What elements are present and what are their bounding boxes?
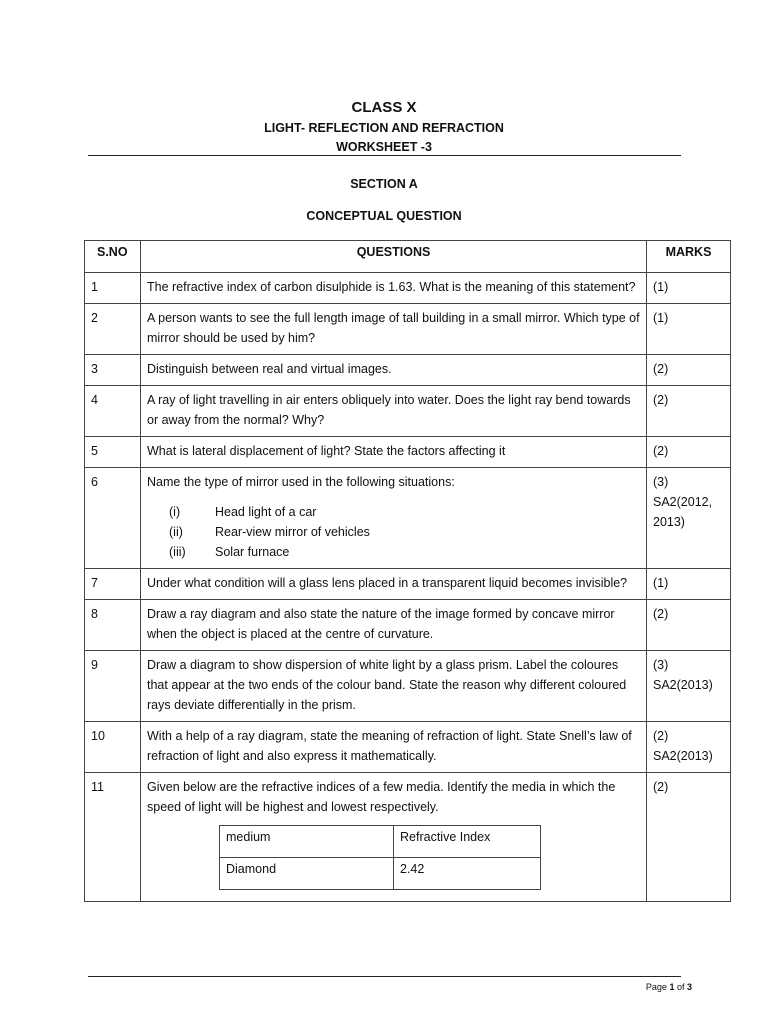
question-cell (141, 773, 647, 902)
sub-question-text: Solar furnace (215, 545, 290, 559)
question-text: The refractive index of carbon disulphide is 1.63. What is the meaning of this statement? (141, 273, 647, 304)
question-marks: (2) (647, 386, 731, 437)
sub-question (147, 502, 640, 522)
page-number (560, 982, 692, 992)
page-current: 1 (669, 982, 675, 992)
question-text: Draw a ray diagram and also state the nature of the image formed by concave mirror when the object is placed at the centre of curvature. (141, 600, 647, 651)
medium-header: medium (220, 826, 394, 858)
page-prefix: Page (645, 982, 670, 992)
table-row (85, 773, 731, 902)
page-of: of (674, 982, 687, 992)
section-title: SECTION A (350, 177, 418, 191)
marks-cell (647, 651, 731, 722)
question-number: 6 (85, 468, 141, 569)
question-number: 10 (85, 722, 141, 773)
question-number: 2 (85, 304, 141, 355)
question-marks: (1) (647, 304, 731, 355)
sub-question-text: Rear-view mirror of vehicles (215, 525, 370, 539)
worksheet-title: WORKSHEET -3 (336, 140, 432, 154)
question-number: 4 (85, 386, 141, 437)
question-number: 5 (85, 437, 141, 468)
question-text: Draw a diagram to show dispersion of white light by a glass prism. Label the coloures that appear at the two ends of the colour band. State the reason why different coloured rays deviate differentially in the prism. (141, 651, 647, 722)
table-row (85, 651, 731, 722)
question-number: 1 (85, 273, 141, 304)
page-total: 3 (686, 982, 692, 992)
question-cell (141, 468, 647, 569)
marks-cell (647, 722, 731, 773)
question-number: 9 (85, 651, 141, 722)
sub-question-text: Head light of a car (215, 505, 317, 519)
question-text: Distinguish between real and virtual images. (141, 355, 647, 386)
question-marks: (2) (647, 600, 731, 651)
question-number: 3 (85, 355, 141, 386)
sub-question (147, 542, 640, 562)
table-row (85, 355, 731, 386)
marks-note: SA2(2013) (653, 678, 713, 692)
table-row (85, 722, 731, 773)
question-marks: (2) (647, 355, 731, 386)
sub-question-number: (iii) (169, 545, 186, 559)
index-cell: 2.42 (394, 858, 541, 890)
table-row (85, 304, 731, 355)
inner-row (220, 858, 541, 890)
question-text: Given below are the refractive indices of a few media. Identify the media in which the speed of light will be highest and lowest respectively. (147, 780, 616, 814)
refractive-index-table (219, 825, 541, 890)
question-number: 7 (85, 569, 141, 600)
question-marks: (1) (647, 273, 731, 304)
question-marks: (3) (653, 475, 669, 489)
marks-cell (647, 468, 731, 569)
table-row (85, 468, 731, 569)
class-title: CLASS X (351, 99, 417, 116)
sub-question-list (147, 502, 640, 562)
refractive-index-table-wrap (147, 817, 640, 895)
question-text: A person wants to see the full length image of tall building in a small mirror. Which type of mirror should be used by him? (141, 304, 647, 355)
table-row (85, 569, 731, 600)
sub-question-number: (ii) (169, 525, 183, 539)
sub-question (147, 522, 640, 542)
question-marks: (2) (647, 437, 731, 468)
subsection-title: CONCEPTUAL QUESTION (306, 209, 462, 223)
sub-question-number: (i) (169, 505, 181, 519)
table-row (85, 600, 731, 651)
question-number: 11 (85, 773, 141, 902)
footer-rule (88, 976, 681, 977)
chapter-title: LIGHT- REFLECTION AND REFRACTION (264, 121, 504, 135)
question-text: With a help of a ray diagram, state the meaning of refraction of light. State Snell’s law of refraction of light and also express it mathematically. (141, 722, 647, 773)
question-marks: (2) (647, 773, 731, 902)
question-marks: (2) (653, 729, 669, 743)
question-text: Name the type of mirror used in the following situations: (147, 475, 455, 489)
marks-note: SA2(2013) (653, 749, 713, 763)
sno-header: S.NO (85, 241, 141, 273)
question-marks: (3) (653, 658, 669, 672)
questions-header: QUESTIONS (141, 241, 647, 273)
header-rule (88, 155, 681, 156)
table-header-row (85, 241, 731, 273)
marks-note: SA2(2012, 2013) (653, 495, 713, 529)
question-number: 8 (85, 600, 141, 651)
table-row (85, 273, 731, 304)
inner-header-row (220, 826, 541, 858)
medium-cell: Diamond (220, 858, 394, 890)
marks-header: MARKS (647, 241, 731, 273)
table-row (85, 386, 731, 437)
question-text: What is lateral displacement of light? State the factors affecting it (141, 437, 647, 468)
question-text: Under what condition will a glass lens placed in a transparent liquid becomes invisible? (141, 569, 647, 600)
questions-table (84, 240, 731, 902)
table-row (85, 437, 731, 468)
question-text: A ray of light travelling in air enters obliquely into water. Does the light ray bend towards or away from the normal? Why? (141, 386, 647, 437)
refractive-index-header: Refractive Index (394, 826, 541, 858)
question-marks: (1) (647, 569, 731, 600)
